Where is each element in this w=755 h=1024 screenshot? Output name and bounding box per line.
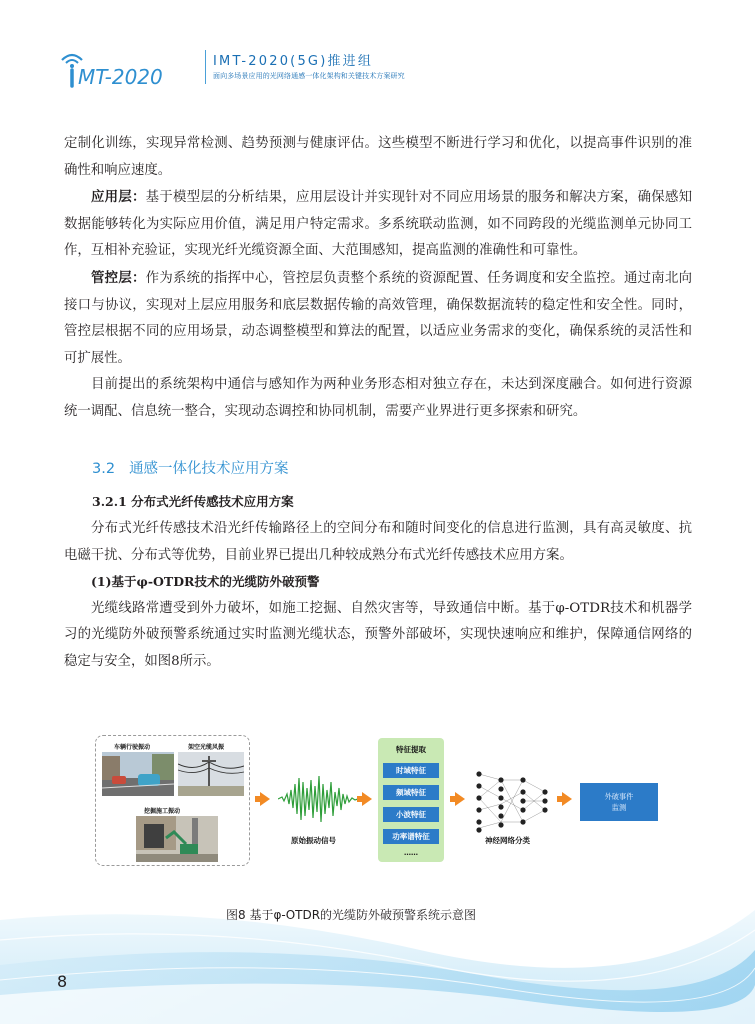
subsection-heading: 3.2.1 分布式光纤传感技术应用方案: [92, 494, 294, 509]
paragraph-model-continuation: 定制化训练，实现异常检测、趋势预测与健康评估。这些模型不断进行学习和优化，以提高事件识别的准确性和响应速度。: [64, 136, 692, 178]
body-text: [64, 131, 692, 426]
feature-frequency-domain: 频域特征: [383, 785, 439, 800]
flow-arrow-1: [260, 792, 270, 806]
item-heading-otdr: (1)基于φ-OTDR技术的光缆防外破预警: [91, 574, 320, 590]
header-divider: [205, 50, 206, 84]
flow-arrow-3: [455, 792, 465, 806]
section-heading: [92, 457, 289, 478]
vibration-signal-waveform: [278, 770, 358, 828]
network-label: 神经网络分类: [485, 836, 530, 845]
photo-label-excavation: 挖掘施工振动: [144, 808, 181, 815]
vehicle-road-photo: [102, 752, 174, 796]
logo-text: MT-2020: [78, 65, 163, 89]
vibration-photos-panel: [95, 735, 250, 866]
imt2020-logo-graphic: [60, 46, 200, 94]
excavation-photo: [136, 816, 218, 862]
output-line-2: 监测: [611, 803, 627, 812]
feature-ellipsis: ……: [404, 849, 418, 857]
feature-extraction-title: 特征提取: [396, 745, 426, 754]
output-line-1: 外破事件: [604, 792, 634, 801]
page-number: 8: [57, 972, 68, 991]
header-subtitle: 面向多场景应用的光网络通感一体化架构和关键技术方案研究: [213, 72, 405, 80]
photo-label-vehicle: 车辆行驶振动: [114, 744, 151, 751]
signal-label: 原始振动信号: [291, 836, 336, 845]
feature-power-spectrum: 功率谱特征: [383, 829, 439, 844]
term-application-layer: 应用层：: [91, 189, 146, 206]
subsection-body: [64, 516, 692, 676]
aerial-cable-photo: [178, 752, 244, 796]
paragraph-application-layer: [64, 184, 692, 265]
figure-8: [95, 730, 695, 870]
output-event-box: [580, 783, 658, 821]
term-control-layer: 管控层：: [91, 269, 146, 286]
photo-label-aerial: 架空光缆风振: [188, 744, 225, 751]
application-layer-text: 基于模型层的分析结果，应用层设计并实现针对不同应用场景的服务和解决方案，确保感知数据能够转化为实际应用价值，满足用户特定需求。多系统联动监测，如不同跨段的光缆监测单元协同工作，互相补充验证，实现光纤光缆资源全面、大范围感知，提高监测的准确性和可靠性。: [64, 190, 693, 259]
imt2020-logo: [60, 46, 200, 94]
neural-network-diagram: [473, 768, 551, 834]
figure-caption: 图8 基于φ-OTDR的光缆防外破预警系统示意图: [226, 908, 477, 922]
paragraph-control-layer: [64, 265, 692, 372]
paragraph-distributed-sensing: 分布式光纤传感技术沿光纤传输路径上的空间分布和随时间变化的信息进行监测，具有高灵敏度、抗电磁干扰、分布式等优势，目前业界已提出几种较成熟分布式光纤传感技术应用方案。: [64, 521, 692, 563]
control-layer-text: 作为系统的指挥中心，管控层负责整个系统的资源配置、任务调度和安全监控。通过南北向接口与协议，实现对上层应用服务和底层数据传输的高效管理，确保数据流转的稳定性和安全性。同时，管控层根据不同的应用场景，动态调整模型和算法的配置，以适应业务需求的变化，确保系统的灵活性和可扩展性。: [64, 270, 693, 366]
paragraph-architecture-summary: 目前提出的系统架构中通信与感知作为两种业务形态相对独立存在，未达到深度融合。如何进行资源统一调配、信息统一整合，实现动态调控和协同机制，需要产业界进行更多探索和研究。: [64, 377, 692, 419]
section-number: 3.2: [92, 461, 116, 477]
feature-extraction-box: [378, 738, 444, 862]
flow-arrow-4: [562, 792, 572, 806]
flow-arrow-2: [362, 792, 372, 806]
feature-time-domain: 时域特征: [383, 763, 439, 778]
footer-wave-decoration: [0, 880, 755, 1024]
feature-wavelet: 小波特征: [383, 807, 439, 822]
header-title: IMT-2020(5G)推进组: [213, 54, 374, 69]
page-header: [0, 0, 755, 110]
section-title: 通感一体化技术应用方案: [129, 461, 289, 477]
paragraph-otdr: 光缆线路常遭受到外力破坏，如施工挖掘、自然灾害等，导致通信中断。基于φ-OTDR技术和机器学习的光缆防外破预警系统通过实时监测光缆状态，预警外部破坏，实现快速响应和维护，保障通信网络的稳定与安全，如图8所示。: [64, 600, 692, 669]
